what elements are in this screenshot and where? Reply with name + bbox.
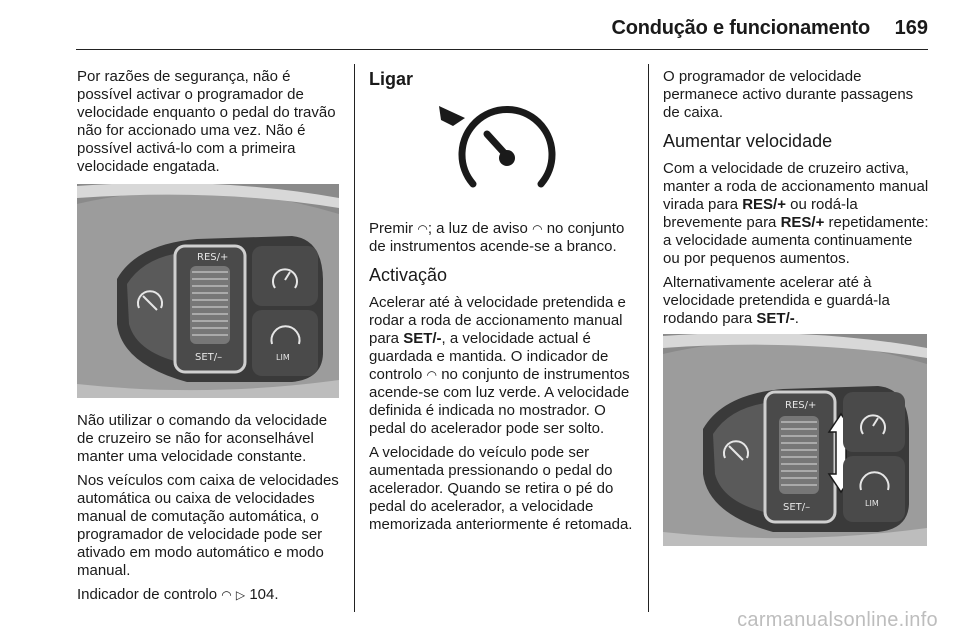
steering-wheel-controls-illustration [77, 184, 339, 398]
paragraph-premir [369, 220, 635, 256]
cruise-control-icon: ◠ [532, 222, 543, 236]
column-3 [663, 68, 931, 546]
img2-set-label: SET/– [783, 502, 811, 513]
alternativa-text-1: Alternativamente acelerar até à velocidade pretendida e guardá-la rodando para [663, 274, 890, 327]
header-rule [76, 49, 928, 50]
cruise-control-icon: ◠ [221, 588, 232, 602]
page-reference-arrow-icon: ▷ [235, 588, 246, 602]
column-1 [77, 68, 341, 610]
aumentar-text-3: repetidamente: a velocidade aumenta continuamente ou por pequenos aumentos. [663, 214, 929, 267]
paragraph-aumentar [663, 160, 931, 268]
res-plus-bold-2: RES/+ [780, 214, 825, 231]
heading-activacao: Activação [369, 265, 448, 285]
cruise-control-icon: ◠ [417, 222, 428, 236]
page-header [0, 0, 960, 48]
img2-res-label: RES/+ [785, 400, 817, 411]
heading-aumentar-velocidade: Aumentar velocidade [663, 131, 833, 151]
paragraph-automatic: Nos veículos com caixa de velocidades automática ou caixa de velocidades manual de comutação automática, o programador de velocidade pode ser ativado em modo automático e modo manual. [77, 472, 339, 579]
cruise-control-symbol-illustration [369, 98, 631, 198]
header-title: Condução e funcionamento [611, 17, 870, 39]
res-plus-bold-1: RES/+ [742, 196, 786, 213]
paragraph-indicator-ref [77, 586, 341, 604]
paragraph-gear-changes: O programador de velocidade permanece activo durante passagens de caixa. [663, 68, 914, 121]
premir-text-3: no conjunto de instrumentos acende-se a branco. [369, 220, 625, 255]
indicator-label: Indicador de controlo [77, 586, 218, 603]
paragraph-activacao [369, 294, 635, 438]
paragraph-acelerador: A velocidade do veículo pode ser aumentada pressionando o pedal do acelerador. Quando se retira o pé do pedal do acelerador, a velocidade memorizada anteriormente é retomada. [369, 444, 633, 533]
activacao-text-2: , a velocidade actual é guardada e mantida. O indicador de controlo [369, 330, 609, 383]
column-divider-2 [648, 64, 649, 612]
premir-text-2: ; a luz de aviso [427, 220, 528, 237]
indicator-page-ref[interactable]: 104. [249, 586, 279, 603]
paragraph-warning: Não utilizar o comando da velocidade de cruzeiro se não for aconselhável manter uma velocidade constante. [77, 412, 328, 465]
activacao-text-1: Acelerar até à velocidade pretendida e rodar a roda de accionamento manual para [369, 294, 626, 347]
set-minus-bold-2: SET/- [756, 310, 795, 327]
alternativa-text-2: . [794, 310, 799, 327]
cruise-control-icon: ◠ [426, 368, 438, 382]
steering-wheel-res-illustration [663, 334, 927, 546]
watermark: carmanualsonline.info [737, 609, 938, 631]
heading-ligar: Ligar [369, 69, 414, 89]
page-number: 169 [894, 17, 928, 39]
activacao-text-3: no conjunto de instrumentos acende-se com luz verde. A velocidade definida é indicada no mostrador. O pedal do acelerador pode ser solto. [369, 366, 630, 437]
paragraph-alternativa [663, 274, 931, 328]
premir-text: Premir [369, 220, 414, 237]
paragraph-safety: Por razões de segurança, não é possível activar o programador de velocidade enquanto o pedal do travão não for accionado uma vez. Não é possível activá-lo com a primeira velocidade engatada. [77, 68, 336, 175]
img-set-label: SET/– [195, 352, 223, 363]
img-lim-label: LIM [276, 353, 290, 362]
column-divider-1 [354, 64, 355, 612]
aumentar-text-2: ou rodá-la brevemente para [663, 196, 858, 231]
column-2 [369, 68, 635, 540]
aumentar-text-1: Com a velocidade de cruzeiro activa, manter a roda de accionamento manual virada para [663, 160, 929, 213]
set-minus-bold: SET/- [403, 330, 442, 347]
img2-lim-label: LIM [865, 499, 879, 508]
img-res-label: RES/+ [197, 252, 229, 263]
